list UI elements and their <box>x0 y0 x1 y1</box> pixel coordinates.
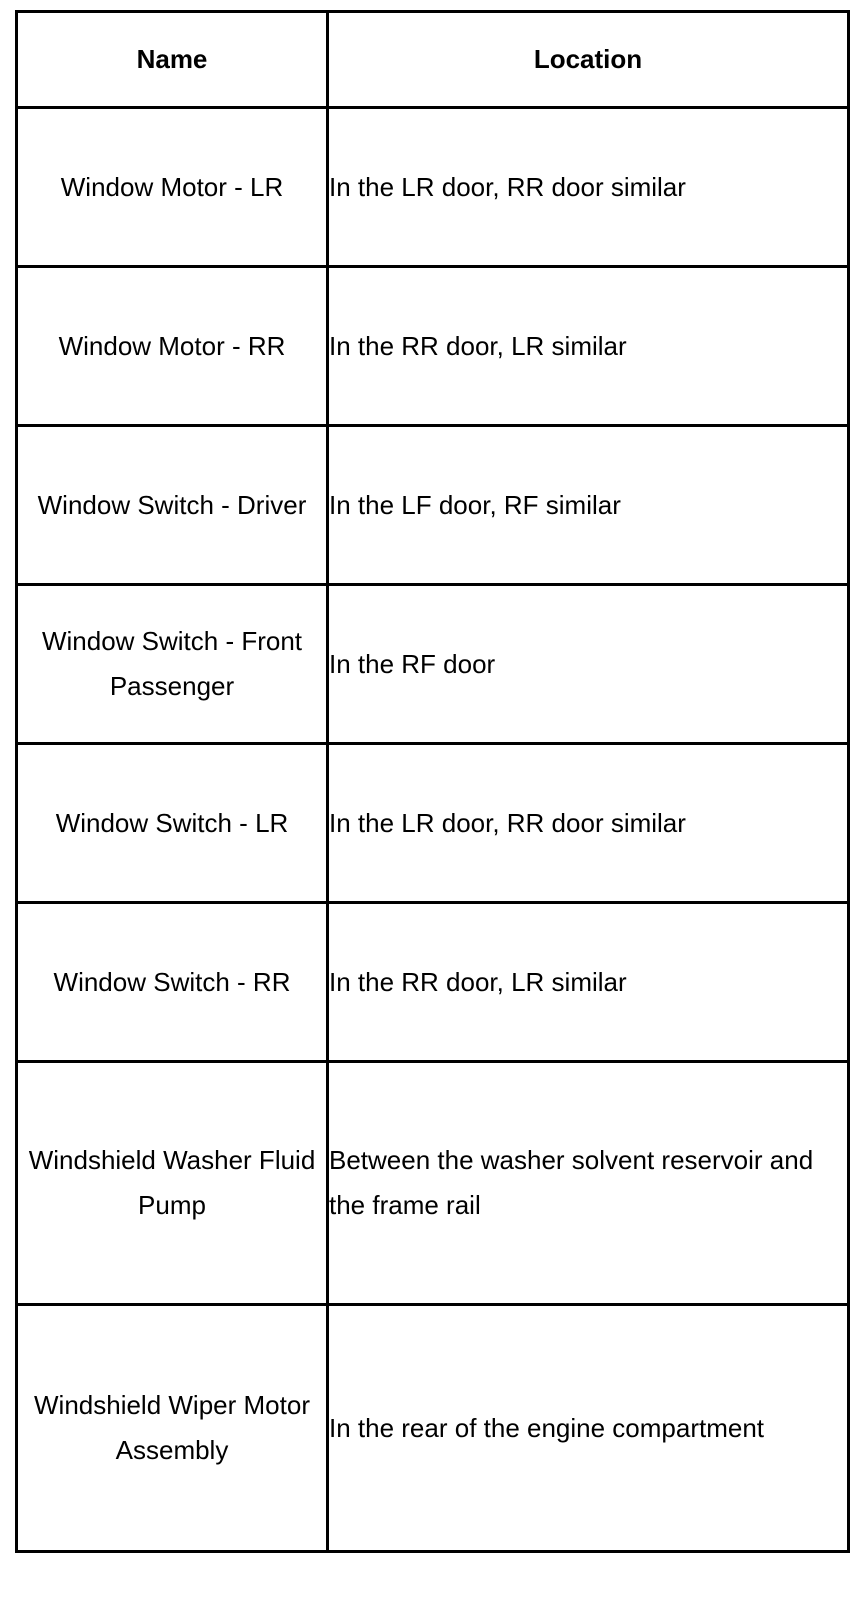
table-row <box>17 1305 849 1552</box>
table-row <box>17 267 849 426</box>
component-name-cell: Window Switch - RR <box>17 903 328 1062</box>
table-row <box>17 744 849 903</box>
component-name-cell: Window Switch - LR <box>17 744 328 903</box>
component-location-table <box>15 10 850 1553</box>
component-location-cell: In the LF door, RF similar <box>328 426 849 585</box>
component-location-cell: In the rear of the engine compartment <box>328 1305 849 1552</box>
header-name: Name <box>17 12 328 108</box>
component-location-cell: In the LR door, RR door similar <box>328 108 849 267</box>
component-name-cell: Window Motor - RR <box>17 267 328 426</box>
component-location-cell: In the RR door, LR similar <box>328 903 849 1062</box>
table-row <box>17 108 849 267</box>
component-name-cell: Window Motor - LR <box>17 108 328 267</box>
component-location-cell: Between the washer solvent reservoir and the frame rail <box>328 1062 849 1305</box>
table-row <box>17 585 849 744</box>
component-name-cell: Window Switch - Driver <box>17 426 328 585</box>
component-name-cell: Windshield Washer Fluid Pump <box>17 1062 328 1305</box>
table-row <box>17 903 849 1062</box>
table-row <box>17 1062 849 1305</box>
table-header-row <box>17 12 849 108</box>
component-location-cell: In the RF door <box>328 585 849 744</box>
header-location: Location <box>328 12 849 108</box>
component-location-cell: In the RR door, LR similar <box>328 267 849 426</box>
table-row <box>17 426 849 585</box>
component-location-cell: In the LR door, RR door similar <box>328 744 849 903</box>
component-name-cell: Windshield Wiper Motor Assembly <box>17 1305 328 1552</box>
component-name-cell: Window Switch - Front Passenger <box>17 585 328 744</box>
